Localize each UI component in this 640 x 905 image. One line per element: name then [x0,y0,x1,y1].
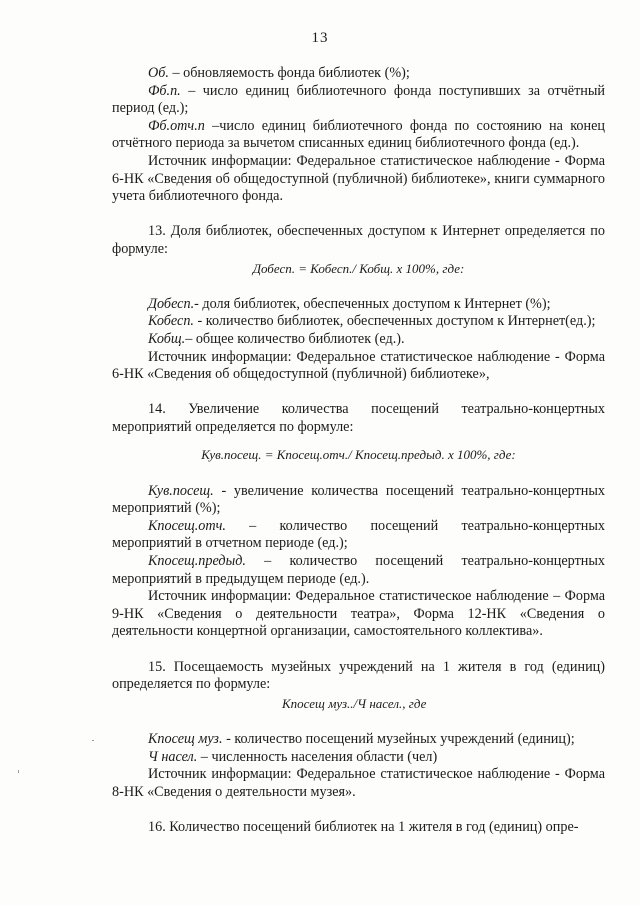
term: Кпосещ.предыд. [148,553,246,570]
definition-text: – количество посещений театрально-концертных мероприятий в отчетном периоде (ед.); [112,517,605,552]
term: Ч насел. [148,748,198,765]
definition-text: – количество посещений театрально-концертных мероприятий в предыдущем периоде (ед.). [112,553,605,587]
section-15-heading: 15. Посещаемость музейных учреждений на 1 жителя в год (единиц) определяется по формуле: [112,658,605,693]
definition-text: – численность населения области (чел) [197,748,438,765]
definition-text: – обновляемость фонда библиотек (%); [168,65,410,81]
definition-kposeshmuz [112,731,605,749]
definition-text: – число единиц библиотечного фонда поступивших за отчётный период (ед.); [112,82,605,117]
definition-kobsh [112,331,605,349]
formula-15: Кпосещ муз../Ч насел., где [282,695,427,711]
section-16-heading: 16. Количество посещений библиотек на 1 жителя в год (единиц) опре- [148,818,579,835]
definition-fbp [112,83,605,118]
definition-kobesp [112,313,605,331]
document-body [112,65,605,837]
term: Фб.п. [148,82,181,99]
definition-text: – общее количество библиотек (ед.). [185,330,405,347]
page-number: 13 [311,30,329,46]
definition-chnasel [112,749,605,767]
section-14-heading: 14. Увеличение количества посещений театрально-концертных мероприятий определяется по формуле: [112,401,605,435]
definition-text: –число единиц библиотечного фонда по состоянию на конец отчётного периода за вычетом списанных единиц библиотечного фонда (ед.). [112,117,605,152]
definition-kuv [112,483,605,518]
definition-fbotchp [112,118,605,153]
term: Добесп. [148,295,195,312]
term: Кобесп. [148,313,194,330]
term: Кобщ. [148,330,186,347]
source-info: Источник информации: Федеральное статистическое наблюдение – Форма 9-НК «Сведения о деятельности театра», Форма 12-НК «Сведения о деятельности концертной организации, самостоятельного коллектива». [112,588,605,640]
source-info: Источник информации: Федеральное статистическое наблюдение - Форма 8-НК «Сведения о деятельности музея». [112,766,605,800]
term: Кув.посещ. [148,482,214,499]
definition-text: - доля библиотек, обеспеченных доступом к Интернет (%); [194,295,551,312]
formula-13: Добесп. = Кобесп./ Кобщ. х 100%, где: [252,260,465,276]
definition-text: - количество посещений музейных учреждений (единиц); [222,730,575,747]
definition-text: - увеличение количества посещений театрально-концертных мероприятий (%); [112,482,605,517]
definition-kposeshpred [112,553,605,588]
formula-14: Кув.посещ. = Кпосещ.отч./ Кпосещ.предыд. х 100%, где: [201,447,516,463]
term: Кпосещ.отч. [148,517,226,534]
scan-mark [18,770,19,773]
definition-dobesp [112,296,605,314]
term: Кпосещ муз. [148,730,223,747]
scan-mark [92,740,94,741]
source-info: Источник информации: Федеральное статистическое наблюдение - Форма 6-НК «Сведения об общедоступной (публичной) библиотеке», [112,348,605,383]
term: Об. [148,65,169,81]
source-info: Источник информации: Федеральное статистическое наблюдение - Форма 6-НК «Сведения об общедоступной (публичной) библиотеке», книги суммарного учета библиотечного фонда. [112,152,605,205]
definition-kposeshotch [112,518,605,553]
definition-text: - количество библиотек, обеспеченных доступом к Интернет(ед.); [193,313,596,330]
definition-ob [112,65,605,83]
term: Фб.отч.п [148,117,205,134]
section-13-heading: 13. Доля библиотек, обеспеченных доступом к Интернет определяется по формуле: [112,223,605,257]
